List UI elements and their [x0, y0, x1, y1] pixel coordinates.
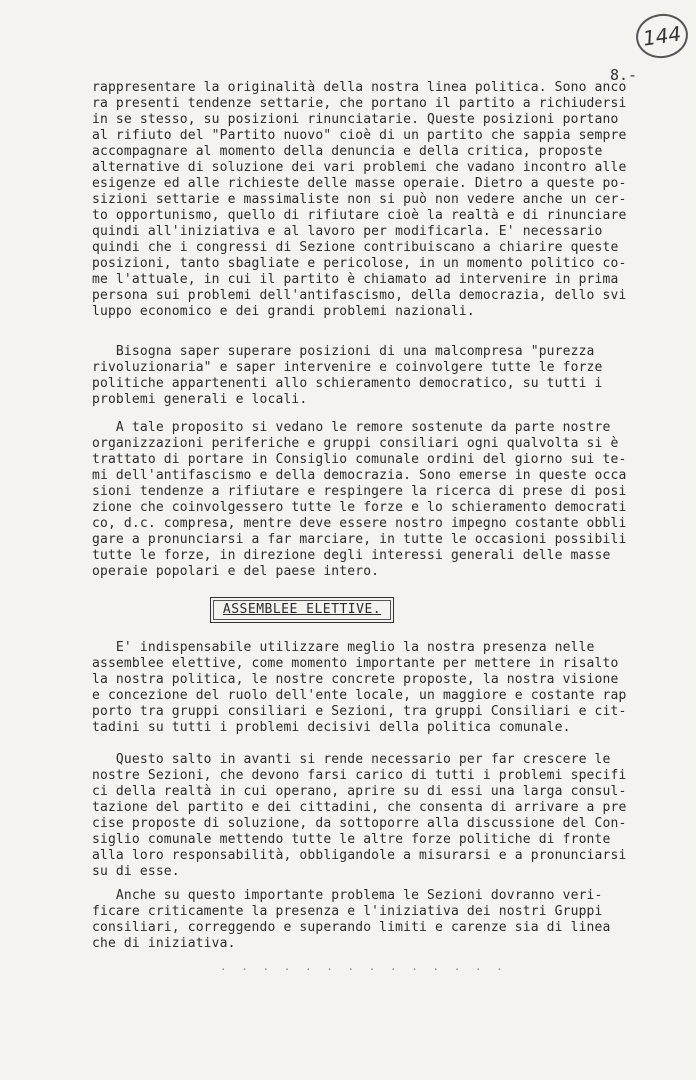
- text-line: luppo economico e dei grandi problemi nazionali.: [92, 304, 475, 319]
- text-line: trattato di portare in Consiglio comunale ordini del giorno sui te-: [92, 452, 627, 467]
- text-line: tutte le forze, in direzione degli interessi generali delle masse: [92, 548, 611, 563]
- text-line: Questo salto in avanti si rende necessario per far crescere le: [92, 752, 611, 767]
- text-line: siglio comunale mettendo tutte le altre forze politiche di fronte: [92, 832, 611, 847]
- text-line: gare a pronunciarsi a far marciare, in tutte le occasioni possibili: [92, 532, 627, 547]
- text-line: sioni tendenze a rifiutare e respingere la ricerca di prese di posi: [92, 484, 627, 499]
- text-line: assemblee elettive, come momento importante per mettere in risalto: [92, 656, 619, 671]
- text-line: Anche su questo importante problema le Sezioni dovranno veri-: [92, 888, 603, 903]
- stray-marks: · · · · · · · · · · · · · ·: [220, 963, 507, 976]
- text-line: alla loro responsabilità, obbligandole a misurarsi e a pronunciarsi: [92, 848, 627, 863]
- section-heading: ASSEMBLEE ELETTIVE.: [210, 597, 394, 623]
- text-line: politiche appartenenti allo schieramento democratico, su tutti i: [92, 376, 603, 391]
- text-line: mi dell'antifascismo e della democrazia. Sono emerse in queste occa: [92, 468, 627, 483]
- text-line: quindi all'iniziativa e al lavoro per modificarla. E' necessario: [92, 224, 603, 239]
- text-line: ficare criticamente la presenza e l'iniziativa dei nostri Gruppi: [92, 904, 603, 919]
- text-line: tadini su tutti i problemi decisivi della politica comunale.: [92, 720, 571, 735]
- text-line: cise proposte di soluzione, da sottoporre alla discussione del Con-: [92, 816, 627, 831]
- text-line: e concezione del ruolo dell'ente locale, un maggiore e costante rap: [92, 688, 627, 703]
- text-line: ci della realtà in cui operano, aprire su di essi una larga consul-: [92, 784, 627, 799]
- text-line: zione che coinvolgessero tutte le forze e lo schieramento democrati: [92, 500, 627, 515]
- text-line: porto tra gruppi consiliari e Sezioni, tra gruppi Consiliari e cit-: [92, 704, 627, 719]
- text-line: sizioni settarie e massimaliste non si può non vedere anche un cer-: [92, 192, 627, 207]
- text-line: quindi che i congressi di Sezione contribuiscano a chiarire queste: [92, 240, 619, 255]
- text-line: al rifiuto del "Partito nuovo" cioè di un partito che sappia sempre: [92, 128, 627, 143]
- text-line: to opportunismo, quello di rifiutare cioè la realtà e di rinunciare: [92, 208, 627, 223]
- text-line: problemi generali e locali.: [92, 392, 308, 407]
- text-line: me l'attuale, in cui il partito è chiamato ad intervenire in prima: [92, 272, 619, 287]
- text-line: che di iniziativa.: [92, 936, 236, 951]
- text-line: organizzazioni periferiche e gruppi consiliari ogni qualvolta si è: [92, 436, 619, 451]
- text-line: consiliari, correggendo e superando limiti e carenze sia di linea: [92, 920, 611, 935]
- text-line: ra presenti tendenze settarie, che portano il partito a richiudersi: [92, 96, 627, 111]
- archive-number-stamp: 144: [633, 11, 691, 62]
- text-line: persona sui problemi dell'antifascismo, della democrazia, dello svi: [92, 288, 627, 303]
- text-line: alternative di soluzione dei vari problemi che vadano incontro alle: [92, 160, 627, 175]
- text-line: su di esse.: [92, 864, 180, 879]
- text-line: esigenze ed alle richieste delle masse operaie. Dietro a queste po-: [92, 176, 627, 191]
- text-line: operaie popolari e del paese intero.: [92, 564, 380, 579]
- text-line: E' indispensabile utilizzare meglio la nostra presenza nelle: [92, 640, 595, 655]
- text-line: co, d.c. compresa, mentre deve essere nostro impegno costante obbli: [92, 516, 627, 531]
- text-line: la nostra politica, le nostre concrete proposte, la nostra visione: [92, 672, 619, 687]
- text-line: posizioni, tanto sbagliate e pericolose, in un momento politico co-: [92, 256, 627, 271]
- page-number: 8.-: [610, 66, 638, 84]
- text-line: A tale proposito si vedano le remore sostenute da parte nostre: [92, 420, 611, 435]
- text-line: in se stesso, su posizioni rinunciatarie. Queste posizioni portano: [92, 112, 619, 127]
- text-line: accompagnare al momento della denuncia e della critica, proposte: [92, 144, 603, 159]
- text-line: tazione del partito e dei cittadini, che consenta di arrivare a pre: [92, 800, 627, 815]
- text-line: rivoluzionaria" e saper intervenire e coinvolgere tutte le forze: [92, 360, 603, 375]
- text-line: Bisogna saper superare posizioni di una malcompresa "purezza: [92, 344, 595, 359]
- text-line: nostre Sezioni, che devono farsi carico di tutti i problemi specifi: [92, 768, 627, 783]
- text-line: rappresentare la originalità della nostra linea politica. Sono anco: [92, 80, 627, 95]
